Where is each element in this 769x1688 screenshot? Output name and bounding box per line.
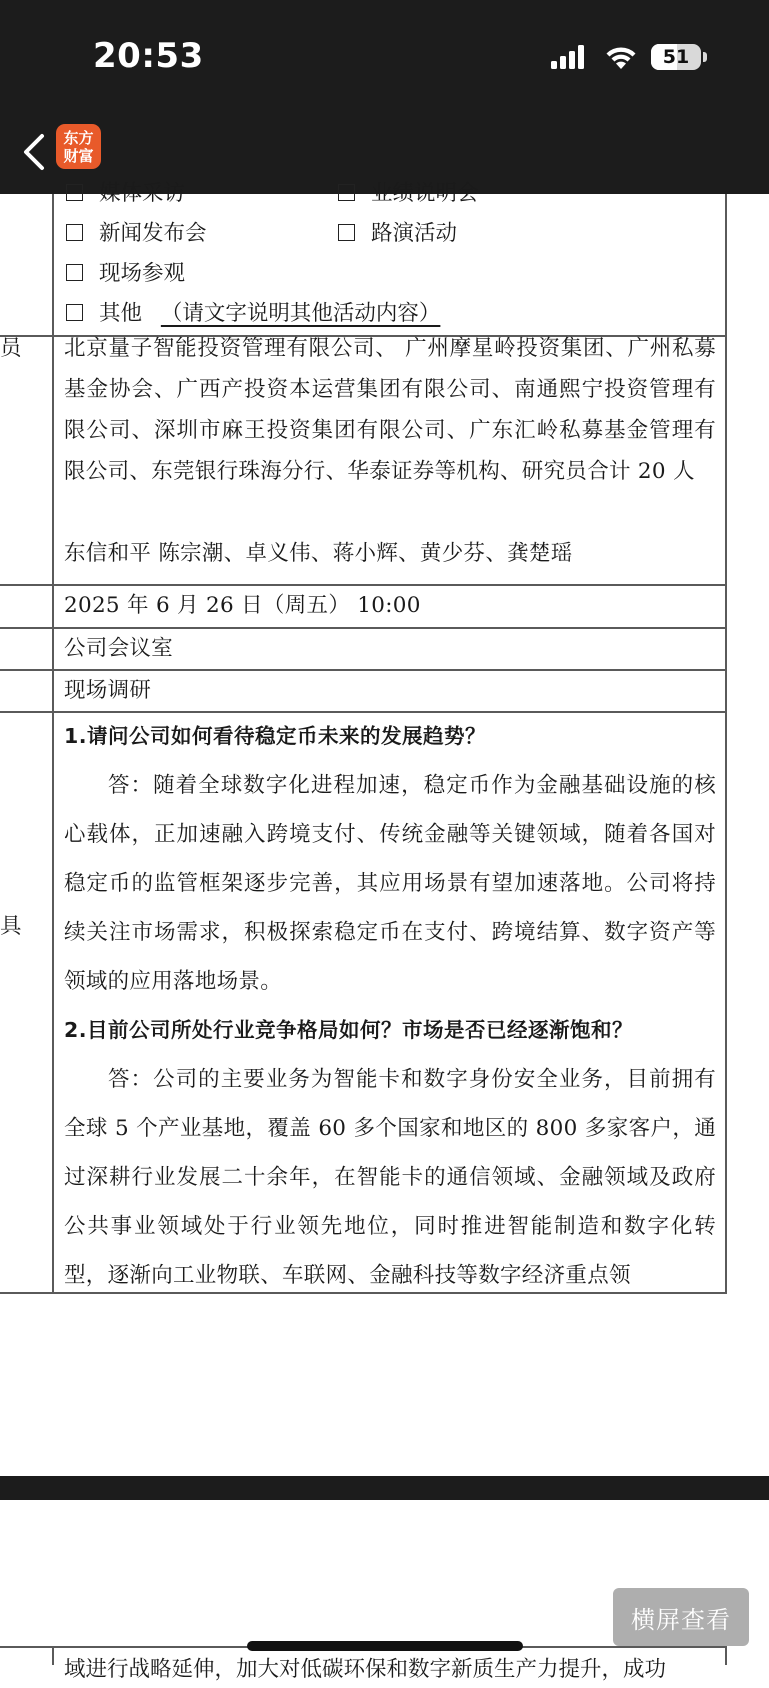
wifi-icon (604, 44, 638, 70)
app-logo[interactable] (56, 124, 101, 169)
next-page-text: 域进行战略延伸，加大对低碳环保和数字新质生产力提升，成功 (64, 1657, 667, 1682)
qa-content (64, 712, 716, 1300)
battery-tip (703, 52, 707, 62)
next-page-column-divider (52, 1646, 54, 1665)
checkbox-press-conference[interactable]: 新闻发布会 (66, 216, 207, 247)
table-border-right (725, 194, 727, 1294)
checkbox-icon (66, 184, 83, 201)
back-arrow-icon[interactable] (14, 128, 54, 176)
meeting-time: 2025 年 6 月 26 日（周五） 10:00 (64, 593, 421, 618)
answer-1: 答：随着全球数字化进程加速，稳定币作为金融基础设施的核心载体，正加速融入跨境支付、传统金融等关键领域，随着各国对稳定币的监管框架逐步完善，其应用场景有望加速落地。公司将持续关注市场需求，积极探索稳定币在支付、跨境结算、数字资产等领域的应用落地场景。 (64, 773, 716, 994)
next-page-border-right (725, 1646, 727, 1665)
status-bar (0, 0, 769, 110)
checkbox-icon (338, 184, 355, 201)
checkbox-icon (66, 304, 83, 321)
home-indicator[interactable] (247, 1641, 523, 1651)
app-logo-line2: 财富 (63, 146, 94, 165)
landscape-view-button[interactable]: 横屏查看 (613, 1588, 749, 1646)
battery-level: 51 (662, 46, 690, 68)
row-label-fragment-content: 具 (0, 914, 22, 939)
table-column-divider (52, 194, 54, 1294)
participants-company-staff: 东信和平 陈宗潮、卓义伟、蒋小辉、黄少芬、龚楚瑶 (64, 541, 573, 566)
checkbox-icon (338, 224, 355, 241)
meeting-format: 现场调研 (64, 678, 152, 703)
checkbox-icon (66, 264, 83, 281)
status-time: 20:53 (93, 36, 204, 76)
battery-icon (651, 44, 701, 70)
checkbox-earnings-call[interactable]: 业绩说明会 (338, 176, 479, 207)
checkbox-icon (66, 224, 83, 241)
document-page (0, 181, 769, 1294)
question-2: 2.目前公司所处行业竞争格局如何？市场是否已经逐渐饱和？ (64, 1018, 634, 1042)
checkbox-roadshow[interactable]: 路演活动 (338, 216, 457, 247)
checkbox-other[interactable]: 其他 （请文字说明其他活动内容） (66, 296, 440, 327)
other-note: （请文字说明其他活动内容） (160, 301, 441, 326)
checkbox-site-visit[interactable]: 现场参观 (66, 256, 185, 287)
page-separator (0, 1476, 769, 1500)
participants-institutions: 北京量子智能投资管理有限公司、 广州摩星岭投资集团、广州私募基金协会、广西产投资本运营集团有限公司、南通熙宁投资管理有限公司、深圳市麻王投资集团有限公司、广东汇岭私募基金管理有限公司、东莞银行珠海分行、华泰证券等机构、研究员合计 20 人 (64, 336, 716, 484)
answer-2: 答：公司的主要业务为智能卡和数字身份安全业务，目前拥有全球 5 个产业基地，覆盖 60 多个国家和地区的 800 多家客户，通过深耕行业发展二十余年，在智能卡的通信领域、金融领域及政府公共事业领域处于行业领先地位，同时推进智能制造和数字化转型，逐渐向工业物联、车联网、金融科技等数字经济重点领 (64, 1067, 716, 1288)
app-logo-line1: 东方 (63, 128, 94, 147)
checkbox-media-interview[interactable]: 媒体采访 (66, 176, 185, 207)
question-1: 1.请问公司如何看待稳定币未来的发展趋势？ (64, 724, 487, 748)
cellular-signal-icon (551, 45, 587, 69)
meeting-location: 公司会议室 (64, 636, 174, 661)
row-label-fragment-participants: 员 (0, 336, 22, 361)
